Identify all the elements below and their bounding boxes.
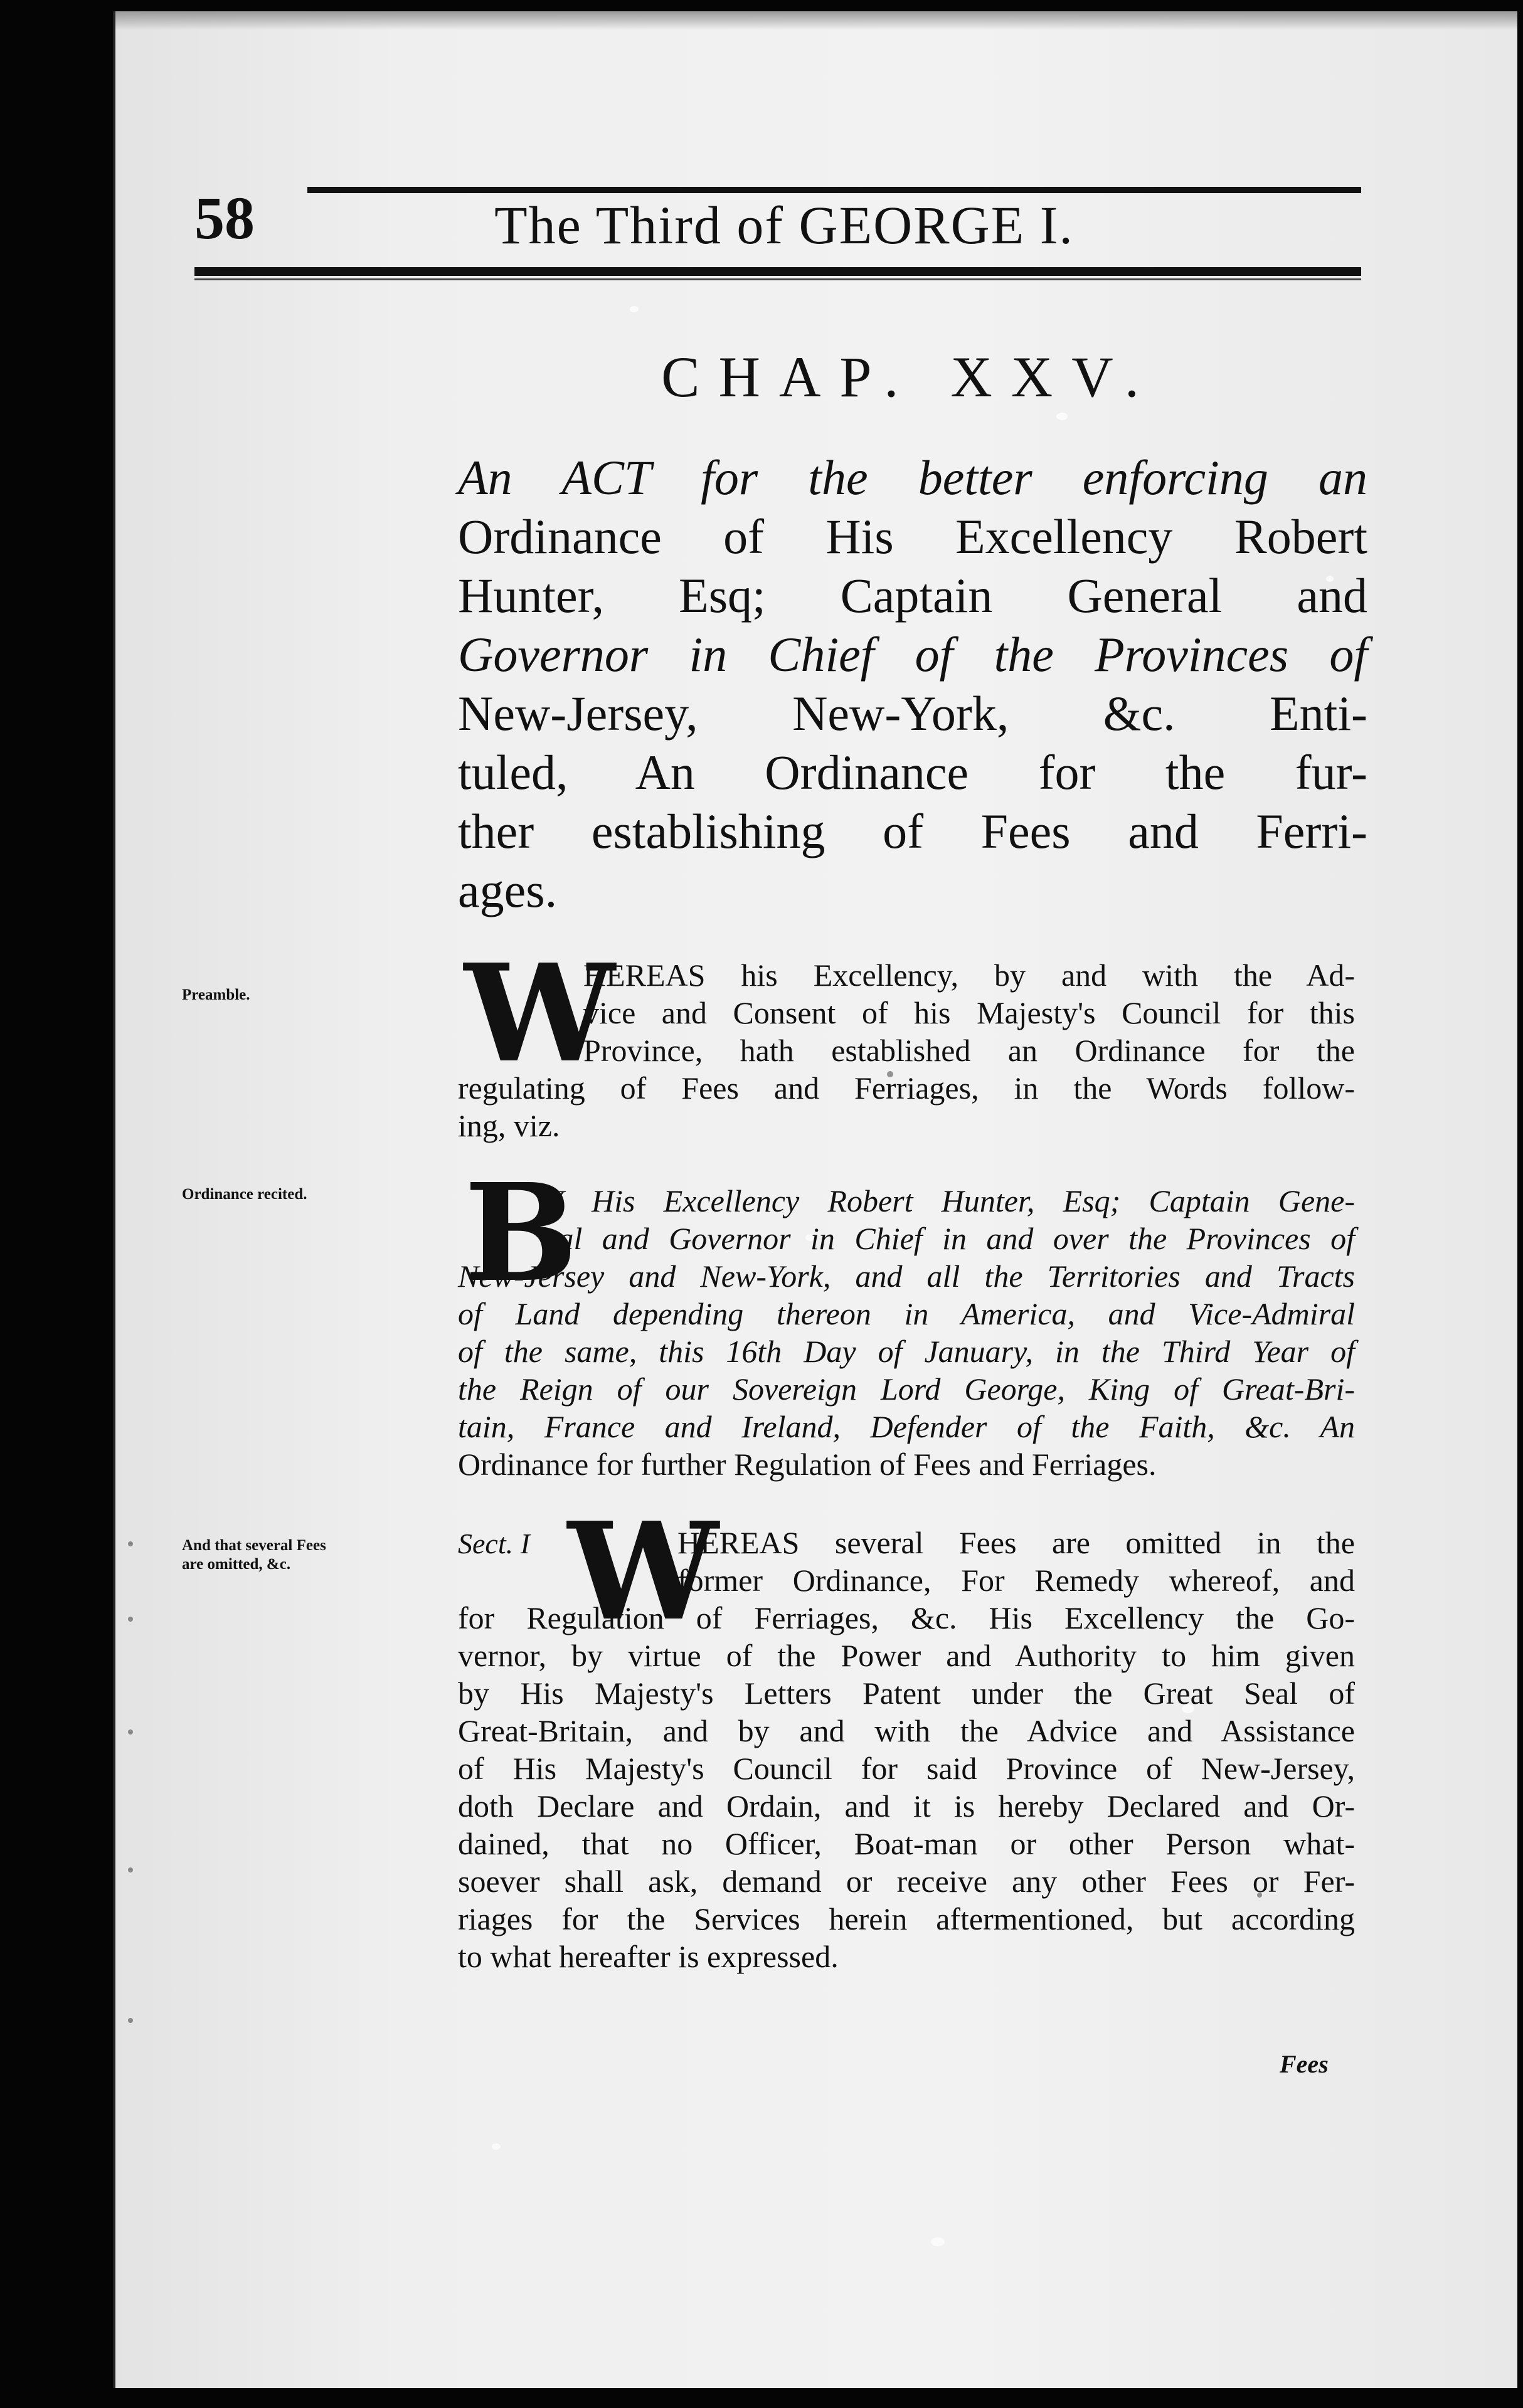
edge-marks <box>128 1541 134 2043</box>
chapter-heading: CHAP. XXV. <box>661 345 1158 409</box>
preamble-line: Province, hath established an Ordinance for the <box>583 1033 1355 1068</box>
act-title-line: ther establishing of Fees and Ferri- <box>458 804 1367 858</box>
ordinance-line: of Land depending thereon in America, and Vice-Admiral <box>458 1296 1355 1331</box>
preamble-paragraph <box>458 956 1355 1144</box>
preamble-line: regulating of Fees and Ferriages, in the Words follow- <box>458 1070 1355 1106</box>
act-title <box>351 448 1367 920</box>
section1-line: by His Majesty's Letters Patent under the Great Seal of <box>458 1676 1355 1711</box>
section1-line: riages for the Services herein aftermentioned, but according <box>458 1901 1355 1936</box>
ordinance-line: tain, France and Ireland, Defender of the Faith, &c. An <box>458 1409 1355 1444</box>
section1-line: soever shall ask, demand or receive any other Fees or Fer- <box>458 1864 1355 1899</box>
section-label: Sect. I <box>458 1528 530 1560</box>
act-title-line: Ordinance of His Excellency Robert <box>458 509 1367 564</box>
header-rule-top <box>307 187 1361 193</box>
margin-note-preamble: Preamble. <box>182 986 250 1003</box>
section1-line: of His Majesty's Council for said Province of New-Jersey, <box>458 1751 1355 1786</box>
preamble-line: vice and Consent of his Majesty's Council for this <box>583 995 1355 1030</box>
section1-line: vernor, by virtue of the Power and Authority to him given <box>458 1638 1355 1673</box>
act-title-line: Governor in Chief of the Provinces of <box>458 627 1367 682</box>
act-title-line: Hunter, Esq; Captain General and <box>458 568 1367 623</box>
dropcap-preamble: W <box>464 935 615 1092</box>
section1-paragraph <box>458 1524 1355 1975</box>
ordinance-line: of the same, this 16th Day of January, in the Third Year of <box>458 1334 1355 1369</box>
section1-line: HEREAS several Fees are omitted in the <box>677 1525 1355 1560</box>
section1-line: former Ordinance, For Remedy whereof, and <box>677 1563 1355 1598</box>
act-title-line: New-Jersey, New-York, &c. Enti- <box>458 686 1367 741</box>
running-header <box>194 184 1361 276</box>
section1-line: dained, that no Officer, Boat-man or other Person what- <box>458 1826 1355 1861</box>
ordinance-line: the Reign of our Sovereign Lord George, King of Great-Bri- <box>458 1371 1355 1407</box>
preamble-line: ing, viz. <box>458 1108 560 1143</box>
act-title-line: An ACT for the better enforcing an <box>458 450 1367 505</box>
ordinance-line: ral and Governor in Chief in and over the Provinces of <box>546 1221 1355 1256</box>
preamble-line: HEREAS his Excellency, by and with the Ad- <box>583 958 1355 993</box>
section1-line: doth Declare and Ordain, and it is hereby Declared and Or- <box>458 1788 1355 1824</box>
act-title-line: ages. <box>458 863 558 917</box>
running-title: The Third of GEORGE I. <box>494 195 1074 255</box>
ordinance-line: New-Jersey and New-York, and all the Territories and Tracts <box>458 1259 1355 1294</box>
ordinance-line: Y His Excellency Robert Hunter, Esq; Captain Gene- <box>546 1183 1355 1218</box>
section1-line: to what hereafter is expressed. <box>458 1939 839 1974</box>
act-title-line: tuled, An Ordinance for the fur- <box>458 745 1367 800</box>
page-number: 58 <box>194 184 255 251</box>
section1-line: Great-Britain, and by and with the Advice and Assistance <box>458 1713 1355 1748</box>
ordinance-line: Ordinance for further Regulation of Fees and Ferriages. <box>458 1447 1157 1482</box>
catchword: Fees <box>1280 2050 1329 2078</box>
dropcap-section1: W <box>568 1493 719 1650</box>
dropcap-ordinance: B <box>464 1154 578 1312</box>
header-rule-bottom <box>194 267 1361 276</box>
ordinance-paragraph <box>458 1182 1355 1483</box>
section1-line: for Regulation of Ferriages, &c. His Excellency the Go- <box>458 1600 1355 1635</box>
margin-note-fees-omitted: And that several Fees are omitted, &c. <box>182 1537 326 1573</box>
margin-note-ordinance-recited: Ordinance recited. <box>182 1186 307 1203</box>
